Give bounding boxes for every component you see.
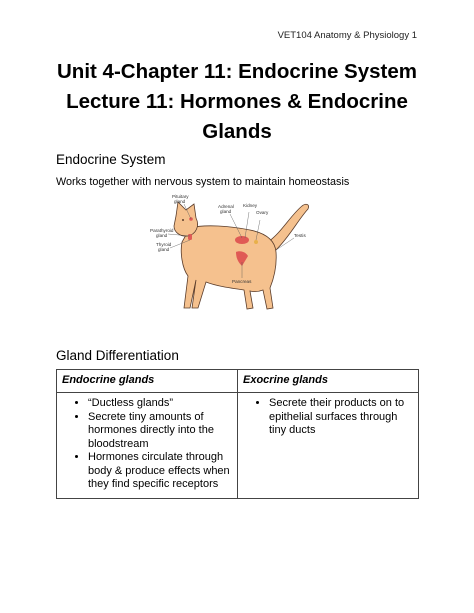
ovary-mark bbox=[254, 240, 258, 244]
cat-endocrine-diagram bbox=[150, 190, 320, 320]
endocrine-list bbox=[62, 397, 232, 492]
exocrine-list bbox=[243, 397, 413, 438]
label-kidney: Kidney bbox=[243, 203, 258, 208]
cat-head bbox=[174, 202, 198, 236]
title-line-2: Lecture 11: Hormones & Endocrine bbox=[66, 90, 408, 113]
gland-differentiation-table bbox=[56, 369, 419, 499]
header-endocrine-glands: Endocrine glands bbox=[57, 370, 238, 393]
cat-tail bbox=[268, 204, 309, 250]
cat-body bbox=[181, 226, 276, 309]
label-parathyroid-2: gland bbox=[156, 233, 168, 238]
cat-eye bbox=[182, 219, 184, 221]
adrenal-kidney-mark bbox=[235, 236, 249, 244]
endocrine-cell bbox=[57, 393, 238, 499]
list-item: • Secrete their products on to epithelial surfaces through tiny ducts bbox=[269, 397, 413, 438]
label-adrenal-2: gland bbox=[220, 209, 232, 214]
list-item: • Secrete tiny amounts of hormones directly into the bloodstream bbox=[88, 411, 232, 452]
list-item: • “Ductless glands” bbox=[88, 397, 232, 411]
page-title bbox=[40, 57, 434, 147]
label-pituitary-1: Pituitary bbox=[172, 194, 189, 199]
label-ovary: Ovary bbox=[256, 210, 269, 215]
label-adrenal-1: Adrenal bbox=[218, 204, 234, 209]
title-line-1: Unit 4-Chapter 11: Endocrine System bbox=[57, 60, 417, 83]
list-item: • Hormones circulate through body & produce effects when they find specific receptors bbox=[88, 451, 232, 492]
title-line-3: Glands bbox=[202, 120, 272, 143]
course-header: VET104 Anatomy & Physiology 1 bbox=[277, 30, 417, 41]
header-exocrine-glands: Exocrine glands bbox=[238, 370, 419, 393]
label-thyroid-2: gland bbox=[158, 247, 170, 252]
label-pancreas: Pancreas bbox=[232, 279, 252, 284]
label-parathyroid-1: Parathyroid bbox=[150, 228, 174, 233]
thyroid-gland-mark bbox=[188, 234, 192, 240]
section-heading-endocrine-system: Endocrine System bbox=[56, 152, 166, 167]
table-header-row bbox=[57, 370, 419, 393]
label-thyroid-1: Thyroid bbox=[156, 242, 172, 247]
label-testis: Testis bbox=[294, 233, 306, 238]
section-intro-text: Works together with nervous system to maintain homeostasis bbox=[56, 176, 350, 188]
label-pituitary-2: gland bbox=[174, 199, 186, 204]
table-row bbox=[57, 393, 419, 499]
exocrine-cell bbox=[238, 393, 419, 499]
section-heading-gland-differentiation: Gland Differentiation bbox=[56, 348, 179, 363]
